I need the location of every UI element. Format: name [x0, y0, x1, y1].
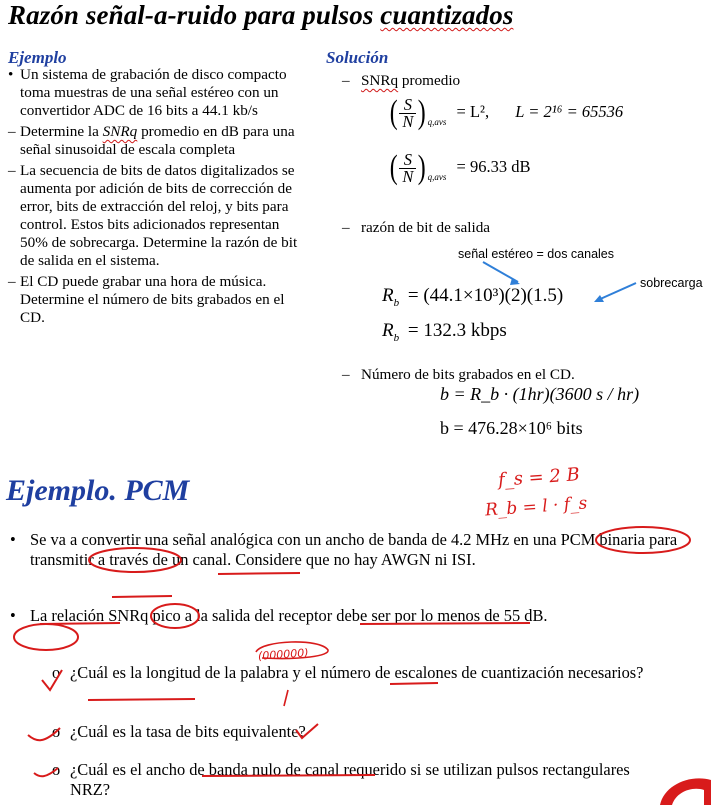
equation-snr-l2: ( $\frac{S}{N}$ ) $_{q,avs}$ = L², L = 2¹⁶ = 65536 — [389, 94, 624, 131]
equation-bits-calc: b = R_b · (1hr)(3600 s / hr) — [440, 384, 640, 404]
bullet-dot-icon: • — [10, 606, 16, 625]
ejemplo-dash-3-text: El CD puede grabar una hora de música. Determine el número de bits grabados en el CD. — [20, 273, 285, 326]
stroke-y-icon — [284, 690, 288, 706]
ejemplo-dash-1-post: promedio en dB para una señal sinusoidal de escala completa — [20, 123, 295, 158]
dash-icon: – — [342, 219, 361, 236]
dash-icon: – — [8, 273, 16, 290]
frac-numerator: S — [399, 152, 416, 169]
pcm-question-1-text: ¿Cuál es la longitud de la palabra y el número de escalones de cuantización necesarios? — [70, 663, 644, 682]
solucion-item-2-label: razón de bit de salida — [360, 219, 491, 236]
solucion-item-3-label: Número de bits grabados en el CD. — [360, 366, 575, 383]
underline-awgn-icon — [112, 596, 172, 597]
underline-cuantizacion-icon — [88, 699, 195, 700]
dash-icon: – — [8, 123, 16, 140]
equation-rb-result-rhs: = 132.3 kbps — [407, 320, 507, 341]
circle-55db-icon — [14, 624, 78, 650]
check-q2-end-icon — [296, 724, 318, 738]
circle-bullet-icon: o — [52, 722, 61, 741]
equation-rb-calc: $R_b = (44.1\times 10^3)(2)(1.5)$ — [382, 285, 564, 309]
loop-zeros-icon — [256, 642, 328, 659]
equation-L-value: L = 2¹⁶ = 65536 — [515, 101, 624, 121]
page-title-main: Razón señal-a-ruido para pulsos — [8, 0, 381, 30]
frac-numerator: S — [399, 97, 416, 114]
circle-bullet-icon: o — [52, 760, 61, 779]
underline-debe-icon — [360, 623, 530, 624]
circle-bullet-icon: o — [52, 663, 61, 682]
underline-ancho-banda-icon — [202, 775, 375, 776]
equation-bits-result: b = 476.28×10⁶ bits — [440, 418, 583, 438]
frac-denominator: N — [402, 111, 414, 131]
underline-palabra-icon — [390, 683, 438, 684]
page-title-underlined: cuantizados — [380, 0, 514, 30]
solucion-heading: Solución — [326, 48, 389, 67]
solucion-item-1-suffix: promedio — [398, 72, 461, 89]
equation-snr-db-rhs: = 96.33 dB — [456, 156, 531, 176]
pcm-heading: Ejemplo. PCM — [6, 474, 190, 507]
ejemplo-dash-2-text: La secuencia de bits de datos digitalizados se aumenta por adición de bits de corrección de error, bits de extracción del reloj, y bits para control. Estos bits adicionados representan 50% de sobrecarga. Determine la razón de bit de salida en el sistema. — [20, 162, 298, 269]
dash-icon: – — [8, 162, 16, 179]
ejemplo-dash-1-em: SNRq — [102, 123, 138, 140]
frac-denominator: N — [402, 166, 414, 186]
circle-pcm-icon — [89, 548, 181, 572]
check-q2-icon — [28, 728, 60, 740]
pcm-question-3-text: ¿Cuál es el ancho de banda nulo de canal requerido si se utilizan pulsos rectangulares NRZ? — [70, 760, 630, 799]
note-stereo: señal estéreo = dos canales — [458, 247, 615, 261]
solucion-item-1-label: SNRq — [360, 72, 399, 89]
bullet-dot-icon: • — [10, 530, 16, 549]
hand-note-fs: f_s = 2 B — [497, 464, 581, 491]
frac-subscript: q,avs — [427, 116, 447, 127]
dash-icon: – — [342, 72, 361, 89]
bullet-dot-icon: • — [8, 66, 14, 83]
ejemplo-bullet-1-text: Un sistema de grabación de disco compacto toma muestras de una señal estéreo con un convertidor ADC de 16 bits a 44.1 kb/s — [20, 66, 287, 119]
check-q3-icon — [34, 768, 58, 776]
check-q1-icon — [42, 670, 62, 690]
equation-snr-l2-rhs: = L², — [456, 101, 494, 121]
equation-rb-result: $R_b = 132.3$ kbps — [382, 320, 507, 344]
pcm-question-2-text: ¿Cuál es la tasa de bits equivalente? — [70, 722, 306, 741]
arrow-overhead-icon — [598, 283, 636, 300]
hand-note-zeros: (000000) — [257, 646, 309, 663]
hand-note-rb: R_b = l · f_s — [484, 493, 588, 521]
pcm-bullet-1-text: Se va a convertir una señal analógica con un ancho de banda de 4.2 MHz en una PCM binaria para transmitir a través de un canal. Considere que no hay AWGN ni ISI. — [30, 530, 678, 569]
equation-snr-db: ( $\frac{S}{N}$ ) $_{q,avs}$ = 96.33 dB — [389, 149, 531, 186]
equation-rb-calc-rhs: = (44.1×10³)(2)(1.5) — [407, 285, 564, 306]
ejemplo-heading: Ejemplo — [8, 48, 67, 67]
dash-icon: – — [342, 366, 361, 383]
underline-transmitir-icon — [218, 573, 300, 574]
circle-snrq-icon — [151, 604, 199, 628]
ejemplo-dash-1-pre: Determine la — [20, 123, 103, 140]
circle-bandwidth-icon — [596, 527, 690, 553]
pcm-bullet-2-text: La relación SNRq pico a la salida del receptor debe ser por lo menos de 55 dB. — [30, 606, 548, 625]
frac-subscript: q,avs — [427, 171, 447, 182]
note-overhead: sobrecarga — [640, 276, 703, 290]
